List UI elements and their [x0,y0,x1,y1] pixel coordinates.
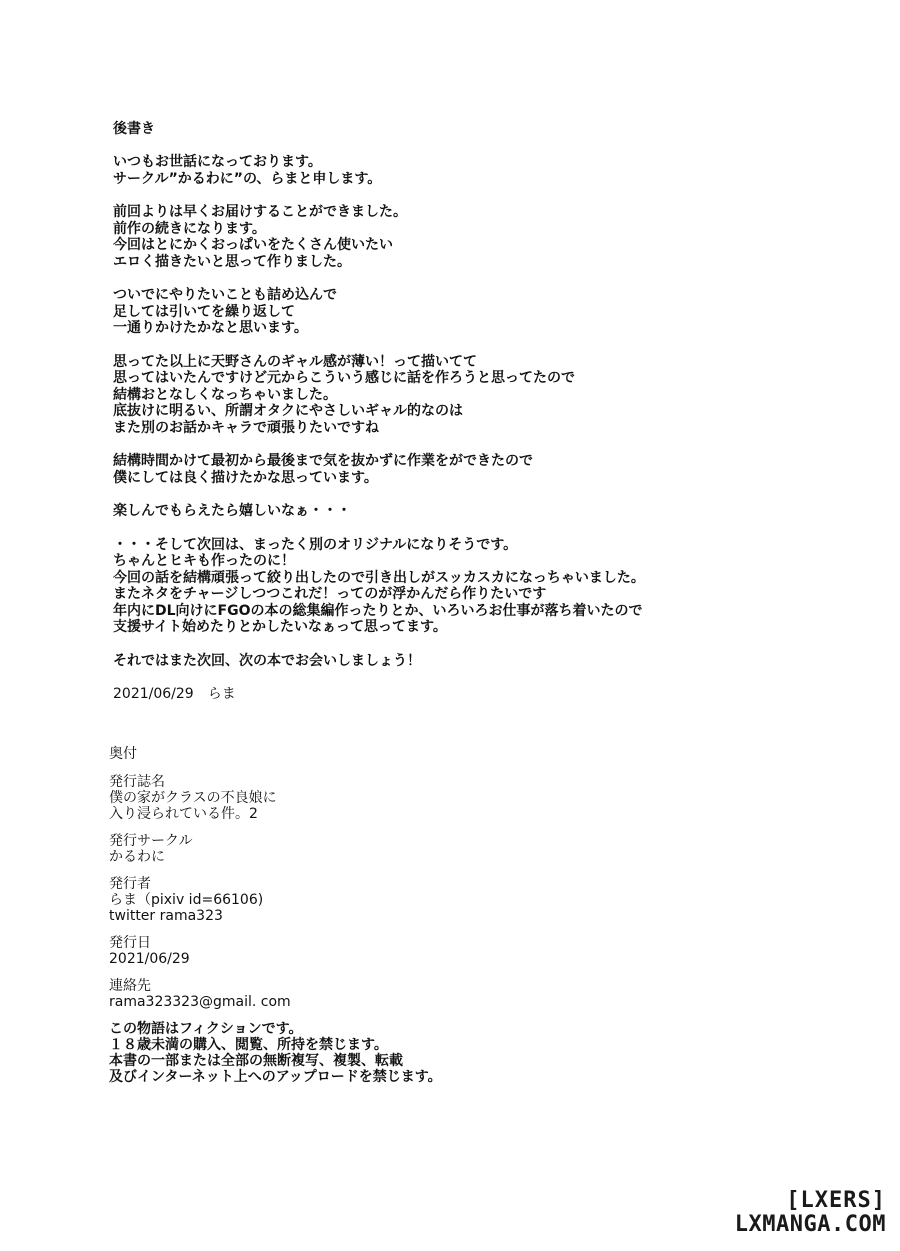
afterword-line: また別のお話かキャラで頑張りたいですね [113,419,379,436]
circle-block [109,833,709,865]
notice-line: 及びインターネット上へのアップロードを禁じます。 [109,1069,442,1085]
afterword-paragraph-2 [113,204,873,270]
afterword-paragraph-4 [113,354,873,437]
publisher-label: 発行者 [109,876,151,892]
afterword-section [113,121,873,702]
contact-email: rama323323@gmail. com [109,994,291,1010]
afterword-line: 思ってた以上に天野さんのギャル感が薄い！って描いてて [113,353,477,370]
afterword-line: 支援サイト始めたりとかしたいなぁって思ってます。 [113,619,447,635]
afterword-line: 今回の話を結構頑張って絞り出したので引き出しがスッカスカになっちゃいました。 [113,569,645,586]
site-watermark [735,1189,886,1237]
publisher-line: twitter rama323 [109,908,223,924]
afterword-line: 年内にDL向けにFGOの本の総集編作ったりとか、いろいろお仕事が落ち着いたので [113,602,643,619]
afterword-line: ・・・そして次回は、まったく別のオリジナルになりそうです。 [113,536,518,553]
contact-label: 連絡先 [109,978,151,994]
afterword-line: 底抜けに明るい、所謂オタクにやさしいギャル的なのは [113,403,463,419]
afterword-paragraph-1 [113,154,873,187]
afterword-line: それではまた次回、次の本でお会いしましょう！ [113,652,421,669]
notice-line: １８歳未満の購入、閲覧、所持を禁じます。 [109,1037,388,1053]
afterword-line: 結構時間かけて最初から最後まで気を抜かずに作業をができたので [113,453,533,469]
afterword-line: 前回よりは早くお届けすることができました。 [113,204,407,220]
publisher-line: らま（pixiv id=66106) [109,892,264,908]
afterword-heading: 後書き [113,121,155,137]
afterword-line: 思ってはいたんですけど元からこういう感じに話を作ろうと思ってたので [113,370,575,386]
title-block [109,774,709,822]
afterword-line: ついでにやりたいことも詰め込んで [113,287,337,303]
afterword-line: 僕にしては良く描けたかな思っています。 [113,469,378,486]
afterword-line: 楽しんでもらえたら嬉しいなぁ・・・ [113,503,351,519]
watermark-line-1: [LXERS] [786,1188,886,1213]
circle-name: かるわに [109,849,165,865]
afterword-line: 前作の続きになります。 [113,220,266,237]
circle-label: 発行サークル [109,833,193,849]
afterword-paragraph-7 [113,537,873,636]
afterword-line: いつもお世話になっております。 [113,154,322,170]
afterword-paragraph-5 [113,453,873,486]
title-label: 発行誌名 [109,774,165,790]
afterword-line: 今回はとにかくおっぱいをたくさん使いたい [113,237,393,253]
afterword-line: エロく描きたいと思って作りました。 [113,253,351,270]
afterword-paragraph-8 [113,653,873,670]
legal-notice [109,1021,709,1085]
title-line: 入り浸られている件。2 [109,806,258,822]
colophon-heading: 奥付 [109,746,137,762]
afterword-paragraph-6 [113,503,873,520]
afterword-line: 足しては引いてを繰り返して [113,303,295,320]
title-line: 僕の家がクラスの不良娘に [109,790,277,806]
afterword-line: 結構おとなしくなっちゃいました。 [113,386,337,403]
date-block [109,935,709,967]
contact-block [109,978,709,1010]
afterword-paragraph-3 [113,287,873,337]
notice-line: この物語はフィクションです。 [109,1021,303,1037]
afterword-line: またネタをチャージしつつこれだ！ってのが浮かんだら作りたいです [113,586,547,602]
publish-date: 2021/06/29 [109,951,190,967]
date-label: 発行日 [109,935,151,951]
afterword-date-signature: 2021/06/29 らま [113,686,236,702]
publisher-block [109,876,709,924]
afterword-line: ちゃんとヒキも作ったのに！ [113,553,295,569]
afterword-line: サークル”かるわに”の、らまと申します。 [113,170,382,187]
notice-line: 本書の一部または全部の無断複写、複製、転載 [109,1053,403,1069]
watermark-line-2: LXMANGA.COM [734,1212,886,1237]
colophon-section [109,746,709,1096]
afterword-line: 一通りかけたかなと思います。 [113,320,308,336]
